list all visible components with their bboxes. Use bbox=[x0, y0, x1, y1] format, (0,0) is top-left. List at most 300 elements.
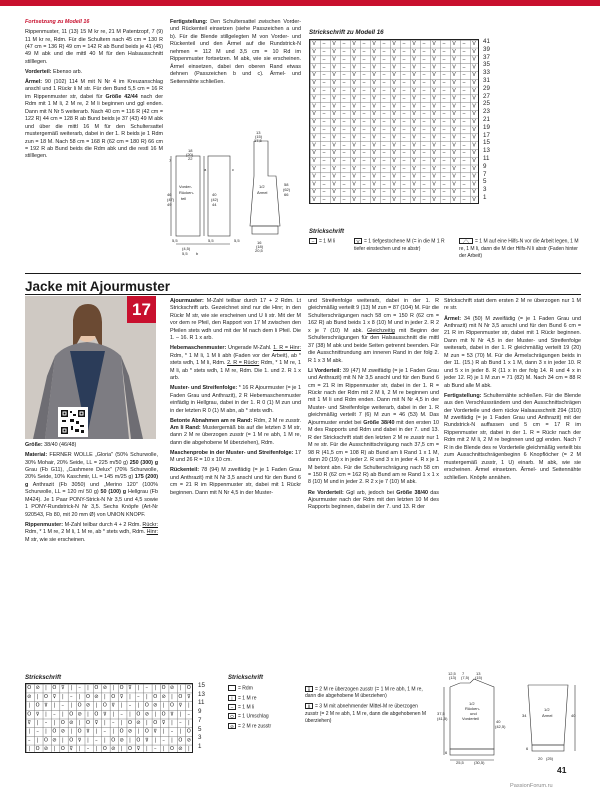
chart-cell-symbol: – bbox=[382, 103, 386, 110]
chart-cell-symbol: – bbox=[382, 48, 386, 55]
chart-cell-symbol: V bbox=[472, 165, 476, 172]
divider bbox=[25, 294, 581, 295]
text-block: Strickschrift statt dem ersten 2 M re überzogen nur 1 M re str. bbox=[444, 298, 581, 312]
chart-cell-symbol: | bbox=[112, 685, 115, 692]
chart-cell-symbol: – bbox=[342, 119, 346, 125]
row-number: 9 bbox=[198, 708, 202, 716]
chart-cell-symbol: V bbox=[412, 41, 416, 47]
chart-cell-symbol: ⊘ bbox=[153, 702, 158, 709]
chart-cell-symbol: – bbox=[322, 72, 326, 79]
schem-label: 5,5 bbox=[172, 238, 178, 243]
schem-label: 40 bbox=[571, 713, 576, 718]
chart17-symbols bbox=[25, 683, 193, 753]
chart-cell-symbol: V bbox=[332, 165, 336, 172]
chart-cell-symbol: V bbox=[332, 134, 336, 141]
chart17-title: Strickschrift bbox=[25, 674, 62, 681]
chart-cell-symbol: O bbox=[27, 685, 32, 692]
chart-cell-symbol: V bbox=[312, 111, 316, 118]
chart-cell-symbol: V bbox=[472, 87, 476, 94]
row-number: 13 bbox=[198, 690, 205, 698]
legend-title: Strickschrift bbox=[309, 229, 345, 235]
text-block: Muster- und Streifenfolge: * 16 R Ajourmuster (= je 1 Faden Grau und Anthrazit), 2 R Hebemaschenmuster einfädig in Hellgrau, dabei in der 1. R 0 (1) M zun und in der letzten R 0 (1) M abn, ab * stets wdh. bbox=[170, 385, 301, 414]
chart-cell-symbol: V bbox=[472, 142, 476, 149]
row-number: 29 bbox=[483, 84, 490, 92]
chart-cell-symbol: – bbox=[422, 48, 426, 55]
row-number: 3 bbox=[483, 186, 487, 194]
chart-cell-symbol: V bbox=[372, 158, 376, 164]
text-block: und Streifenfolge weiterarb, dabei in der 1. R gleichmäßig verteilt 9 (13) M zun = 87 (104) M. Für die Schulterschrägungen nach 58 cm = 150 R (62 cm = 162 R) ab Bund beids 1 x 8 (10) M und in jeder 2. R 2 x je 7 (10) M abk. Gleichzeitig mit Beginn der Schulterschrägungen für den Halsausschnitt die mittl 37 (38) M abk und beide Seiten getrennt beenden. Für die Ausschnittrundung am inneren Rand in der folg 2. R 1 x 3 M abk. bbox=[308, 298, 439, 364]
chart-cell-symbol: V bbox=[312, 95, 316, 102]
chart-cell-symbol: – bbox=[422, 126, 426, 133]
chart16-row-numbers bbox=[483, 38, 490, 202]
chart-cell-symbol: | bbox=[171, 737, 173, 744]
chart-cell-symbol: – bbox=[362, 48, 366, 55]
chart-cell-symbol: V bbox=[312, 181, 316, 188]
chart-cell-symbol: | bbox=[78, 720, 81, 726]
schem-label: Ärmel bbox=[542, 713, 553, 718]
chart-cell-symbol: O bbox=[27, 711, 32, 718]
schem-label: (13) bbox=[449, 675, 457, 680]
chart-cell-symbol: O bbox=[153, 720, 158, 726]
col2-bottom bbox=[170, 298, 301, 500]
chart-cell-symbol: – bbox=[362, 165, 366, 172]
chart-cell-symbol: V bbox=[352, 72, 356, 79]
chart-cell-symbol: V bbox=[332, 87, 336, 94]
schem-label: 17,5 bbox=[254, 138, 262, 143]
chart-cell-symbol: – bbox=[442, 142, 446, 149]
chart-cell-symbol: – bbox=[462, 197, 466, 203]
schem-label: Vorderteil bbox=[462, 716, 479, 721]
chart-cell-symbol: V bbox=[352, 87, 356, 94]
chart-cell-symbol: – bbox=[402, 197, 406, 203]
chart-cell-symbol: ⊽ bbox=[153, 728, 158, 735]
schem-label: (20) bbox=[186, 152, 194, 157]
chart-cell-symbol: – bbox=[422, 80, 426, 86]
chart-cell-symbol: – bbox=[362, 95, 366, 102]
chart-cell-symbol: V bbox=[372, 165, 376, 172]
chart-cell-symbol: V bbox=[432, 119, 436, 125]
row-number: 23 bbox=[483, 108, 490, 116]
chart-cell-symbol: – bbox=[402, 119, 406, 125]
qr-icon bbox=[60, 409, 86, 435]
schem-label: 20,5 bbox=[255, 248, 263, 253]
chart-cell-symbol: | bbox=[137, 702, 140, 709]
chart-cell-symbol: | bbox=[171, 693, 173, 700]
chart-cell-symbol: – bbox=[462, 173, 466, 180]
chart-cell-symbol: | bbox=[103, 693, 106, 700]
chart-cell-symbol: V bbox=[312, 189, 316, 196]
chart-cell-symbol: – bbox=[342, 72, 346, 79]
model-number-badge: 17 bbox=[127, 296, 156, 323]
chart-cell-symbol: V bbox=[452, 72, 456, 79]
chart-cell-symbol: – bbox=[36, 728, 39, 735]
chart-cell-symbol: V bbox=[412, 119, 416, 125]
chart-cell-symbol: – bbox=[382, 111, 386, 118]
chart-cell-symbol: V bbox=[372, 41, 376, 47]
text-block: Vorderteil: Ebenso arb. bbox=[25, 68, 83, 75]
chart-cell-symbol: – bbox=[342, 56, 346, 63]
chart-cell-symbol: V bbox=[472, 158, 476, 164]
schem-label: 13 bbox=[256, 130, 261, 135]
chart-cell-symbol: – bbox=[462, 56, 466, 63]
chart-cell-symbol: V bbox=[432, 64, 436, 71]
chart-cell-symbol: O bbox=[178, 693, 183, 700]
chart-cell-symbol: V bbox=[352, 119, 356, 125]
chart-cell-symbol: V bbox=[472, 181, 476, 188]
chart-cell-symbol: V bbox=[452, 48, 456, 55]
chart-cell-symbol: – bbox=[442, 181, 446, 188]
schem-label: Rücken- bbox=[179, 190, 194, 195]
chart-cell-symbol: – bbox=[322, 189, 326, 196]
chart-cell-symbol: V bbox=[452, 80, 456, 86]
row-number: 7 bbox=[483, 170, 487, 178]
chart-cell-symbol: V bbox=[392, 197, 396, 203]
chart-cell-symbol: V bbox=[372, 87, 376, 94]
chart-cell-symbol: – bbox=[462, 126, 466, 133]
chart-cell-symbol: – bbox=[342, 41, 346, 47]
chart-cell-symbol: V bbox=[352, 41, 356, 47]
chart-cell-symbol: V bbox=[392, 103, 396, 110]
chart-cell-symbol: V bbox=[332, 41, 336, 47]
schem-label: 37,5 bbox=[437, 711, 445, 716]
chart-cell-symbol: O bbox=[178, 737, 183, 744]
text-block: Ärmel: 34 (50) M zweifädig (= je 1 Faden Grau und Anthrazit) mit N Nr 3,5 anschl und für den Bund 6 cm = 21 R im Rippenmuster str, dabei mit 1 Rückr beginnen. Dann mit N Nr 4,5 in der Muster- und Streifenfolge weiterarb, dabei in der 1. R gleichmäßig verteilt 19 (20) M zun = 53 (70) M. Für die Ärmelschrägungen beids in der 11. (15.) R ab Bund 1 x 1 M, dann 3 x in jeder 10. R und 5 x in jeder 8. R (11 x in der folg 14. R und 4 x in jeder 12. R) je 1 M zun = 71 (82) M. Nach 34 cm = 88 R ab Bund alle M abk. bbox=[444, 315, 581, 389]
chart-cell-symbol: | bbox=[61, 711, 64, 718]
chart-cell-symbol: – bbox=[322, 80, 326, 86]
chart-cell-symbol: | bbox=[129, 737, 131, 744]
chart-cell-symbol: V bbox=[372, 95, 376, 102]
chart-cell-symbol: O bbox=[111, 737, 116, 744]
chart-cell-symbol: | bbox=[137, 685, 140, 692]
chart-cell-symbol: – bbox=[137, 693, 140, 700]
chart-cell-symbol: V bbox=[452, 197, 456, 203]
chart-cell-symbol: O bbox=[136, 737, 141, 744]
chart-cell-symbol: V bbox=[332, 72, 336, 79]
chart-cell-symbol: V bbox=[372, 48, 376, 55]
chart-cell-symbol: V bbox=[412, 197, 416, 203]
text-block: Hebemaschenmuster: Ungerade M-Zahl. 1. R = Hinr: Rdm, * 1 M li, 1 M li abh (Faden vor der Arbeit), ab * stets wdh, 1 M li, Rdm. 2. R = Rückr: Rdm, * 1 M re, 1 M li, ab * stets wdh, 1 M re, Rdm. Die 1. und 2. R 1 x arb. bbox=[170, 345, 301, 382]
chart-cell-symbol: V bbox=[452, 56, 456, 63]
chart-cell-symbol: V bbox=[352, 111, 356, 118]
chart-cell-symbol: V bbox=[352, 165, 356, 172]
chart-cell-symbol: V bbox=[472, 80, 476, 86]
purl-symbol: – bbox=[228, 704, 236, 710]
chart-cell-symbol: V bbox=[332, 126, 336, 133]
chart-cell-symbol: | bbox=[53, 720, 56, 726]
chart-cell-symbol: – bbox=[362, 80, 366, 86]
chart-cell-symbol: – bbox=[322, 173, 326, 180]
chart-cell-symbol: – bbox=[402, 103, 406, 110]
chart-cell-symbol: V bbox=[452, 119, 456, 125]
chart-cell-symbol: – bbox=[442, 173, 446, 180]
chart-cell-symbol: V bbox=[312, 48, 316, 55]
schem-label: 44 bbox=[212, 202, 217, 207]
chart-cell-symbol: – bbox=[362, 41, 366, 47]
col1-bottom bbox=[25, 442, 158, 547]
chart-cell-symbol: – bbox=[362, 119, 366, 125]
chart-cell-symbol: – bbox=[342, 64, 346, 71]
row-number: 41 bbox=[483, 38, 490, 45]
chart16-symbols bbox=[309, 39, 479, 204]
chart-cell-symbol: ⊘ bbox=[127, 728, 133, 735]
chart-cell-symbol: – bbox=[322, 126, 326, 133]
chart-cell-symbol: – bbox=[362, 64, 366, 71]
chart-cell-symbol: – bbox=[422, 87, 426, 94]
row-number: 33 bbox=[483, 69, 490, 77]
chart-cell-symbol: ⊽ bbox=[178, 702, 183, 709]
chart-cell-symbol: V bbox=[372, 150, 376, 157]
chart-cell-symbol: V bbox=[312, 64, 316, 71]
legend-text: = 2 M re zusstr bbox=[238, 723, 272, 730]
chart-cell-symbol: V bbox=[412, 173, 416, 180]
chart-cell-symbol: ⊘ bbox=[35, 685, 40, 692]
chart-cell-symbol: O bbox=[35, 702, 40, 709]
chart-cell-symbol: V bbox=[352, 134, 356, 141]
chart-cell-symbol: ⊘ bbox=[169, 685, 175, 692]
row-number: 5 bbox=[198, 725, 202, 733]
chart-cell-symbol: V bbox=[332, 64, 336, 71]
qr-code[interactable] bbox=[58, 407, 88, 437]
chart-cell-symbol: V bbox=[392, 126, 396, 133]
chart-cell-symbol: V bbox=[332, 158, 336, 164]
row-number: 11 bbox=[198, 699, 205, 707]
chart-cell-symbol: – bbox=[342, 158, 346, 164]
chart-cell-symbol: – bbox=[362, 56, 366, 63]
legend-text: = 1 Umschlag bbox=[238, 713, 269, 720]
centered-double-decrease-symbol: ⊻ bbox=[305, 703, 313, 709]
chart-cell-symbol: | bbox=[103, 720, 106, 726]
schem-label: 5,5 bbox=[208, 238, 214, 243]
schem-label: 1/2 bbox=[259, 184, 265, 189]
chart-cell-symbol: O bbox=[69, 737, 74, 744]
chart-cell-symbol: ⊘ bbox=[85, 702, 91, 709]
chart-cell-symbol: ⊽ bbox=[136, 746, 141, 753]
chart-cell-symbol: | bbox=[179, 711, 182, 718]
chart-cell-symbol: – bbox=[462, 41, 466, 47]
chart-cell-symbol: V bbox=[432, 72, 436, 79]
chart-cell-symbol: O bbox=[69, 711, 74, 718]
chart-cell-symbol: – bbox=[162, 737, 165, 744]
chart-cell-symbol: V bbox=[472, 150, 476, 157]
chart-cell-symbol: V bbox=[412, 95, 416, 102]
chart-cell-symbol: | bbox=[36, 693, 39, 700]
chart-cell-symbol: V bbox=[432, 150, 436, 157]
chart-cell-symbol: V bbox=[452, 64, 456, 71]
chart-cell-symbol: – bbox=[342, 181, 346, 188]
chart-cell-symbol: – bbox=[462, 150, 466, 157]
chart-cell-symbol: V bbox=[352, 80, 356, 86]
chart-cell-symbol: – bbox=[422, 158, 426, 164]
knit-symbol: | bbox=[228, 695, 236, 701]
chart-cell-symbol: – bbox=[402, 165, 406, 172]
chart-cell-symbol: V bbox=[452, 189, 456, 196]
row-number: 25 bbox=[483, 100, 490, 108]
chart-cell-symbol: – bbox=[422, 95, 426, 102]
chart-cell-symbol: V bbox=[472, 111, 476, 118]
chart-cell-symbol: V bbox=[392, 142, 396, 149]
chart-cell-symbol: ⊽ bbox=[35, 711, 40, 718]
chart-cell-symbol: | bbox=[187, 702, 190, 709]
chart-cell-symbol: V bbox=[332, 150, 336, 157]
schem-label: 1/2 bbox=[469, 701, 475, 706]
schem-label: (30,5) bbox=[474, 760, 485, 765]
chart-cell-symbol: – bbox=[442, 126, 446, 133]
chart-cell-symbol: V bbox=[392, 173, 396, 180]
chart-cell-symbol: V bbox=[312, 56, 316, 63]
chart-cell-symbol: V bbox=[412, 56, 416, 63]
chart-cell-symbol: – bbox=[153, 746, 157, 753]
chart-cell-symbol: – bbox=[402, 189, 406, 196]
schem-label: 20 bbox=[538, 756, 543, 761]
chart-cell-symbol: – bbox=[362, 197, 366, 203]
chart-cell-symbol: V bbox=[432, 158, 436, 164]
chart-cell-symbol: V bbox=[432, 126, 436, 133]
chart-cell-symbol: – bbox=[322, 64, 326, 71]
text-block: Fertigstellung: Schulternähte schließen. Für die Blende aus den Verschlussrändern und den Ausschnittschrägen der Vorderteile und dem rückw Halsausschnitt 294 (310) M zweifädig (= je 1 Faden Grau und Anthrazit) mit der Rundstrick-N auffassen und 5 cm = 17 R im Rippenmuster str, dabei in der 1. R = Rückr nach der Rdm mit 2 M li, 2 M re beginnen und ggl enden. Nach 7 R in die Blende des re Vorderteile gleichmäßig verteilt bis zum Ausschnittschrägenbeginn 6 Knopflöcher (= 2 M mustergemäß zusstr, 1 U) einarb. M abk, wie sie erscheinen. Ärmel einsetzen. Ärmel- und Seitennähte schließen. Knöpfe annähen. bbox=[444, 392, 581, 481]
chart-cell-symbol: O bbox=[52, 728, 57, 735]
chart-cell-symbol: | bbox=[162, 702, 165, 709]
text-block: Fertigstellung: Den Schultersattel zwischen Vorder- und Rückenteil einsetzen (siehe Passzeichen a und b). Für die Blende stillgelegten M von Vorder- und Rückenteil und den Ärmel auf die Rundstrick-N nehmen = 112 M und 3,5 cm = 10 Rd im Rippenmuster fortsetzen. M abk, wie sie erscheinen. Ärmel einsetzen, dabei den oberen Rand etwas dehnen (Passzeichen b und c). Ärmel- und Seitennähte schließen. bbox=[170, 19, 301, 85]
chart-cell-symbol: | bbox=[154, 737, 157, 744]
chart-cell-symbol: – bbox=[78, 685, 81, 692]
chart-cell-symbol: V bbox=[312, 103, 316, 110]
chart-cell-symbol: | bbox=[103, 737, 106, 744]
chart-cell-symbol: – bbox=[462, 119, 466, 125]
chart-cell-symbol: V bbox=[312, 150, 316, 157]
schem-label: Vorder- bbox=[179, 184, 193, 189]
chart-cell-symbol: – bbox=[442, 158, 446, 164]
chart-cell-symbol: – bbox=[322, 165, 326, 172]
chart-cell-symbol: | bbox=[187, 720, 190, 726]
chart-cell-symbol: V bbox=[452, 173, 456, 180]
chart-cell-symbol: V bbox=[312, 134, 316, 141]
legend-text: = 3 M mit abnehmender Mittel-M re überzogen zusstr (= 2 M re abh, 1 M re, dann die abgehobenen M überziehen) bbox=[305, 703, 427, 724]
chart17-legend-2 bbox=[305, 686, 430, 725]
chart-cell-symbol: V bbox=[432, 80, 436, 86]
chart-cell-symbol: O bbox=[86, 720, 90, 726]
chart-cell-symbol: – bbox=[322, 142, 326, 149]
chart-cell-symbol: V bbox=[392, 56, 396, 63]
row-number: 1 bbox=[483, 193, 487, 201]
schematic-model-16 bbox=[168, 126, 308, 261]
chart-cell-symbol: | bbox=[53, 702, 56, 709]
chart-cell-symbol: – bbox=[382, 56, 386, 63]
chart-cell-symbol: | bbox=[95, 746, 98, 753]
chart-cell-symbol: V bbox=[392, 189, 396, 196]
chart-cell-symbol: | bbox=[120, 746, 123, 753]
chart-cell-symbol: ⊘ bbox=[77, 711, 82, 718]
chart-cell-symbol: – bbox=[442, 111, 446, 118]
chart-cell-symbol: V bbox=[432, 56, 436, 63]
chart-cell-symbol: – bbox=[170, 728, 174, 735]
schem-label: Ärmel bbox=[257, 190, 268, 195]
chart-cell-symbol: V bbox=[332, 173, 336, 180]
row-number: 37 bbox=[483, 53, 490, 61]
edge-stitch-symbol bbox=[228, 685, 236, 691]
chart-cell-symbol: V bbox=[472, 134, 476, 141]
chart-cell-symbol: ⊘ bbox=[178, 746, 183, 753]
chart-cell-symbol: V bbox=[432, 197, 436, 203]
chart-cell-symbol: V bbox=[332, 142, 336, 149]
chart-cell-symbol: O bbox=[170, 746, 174, 753]
chart-cell-symbol: V bbox=[352, 56, 356, 63]
chart-cell-symbol: V bbox=[472, 173, 476, 180]
chart-cell-symbol: V bbox=[392, 134, 396, 141]
chart-cell-symbol: – bbox=[442, 87, 446, 94]
chart-cell-symbol: – bbox=[422, 41, 426, 47]
text-block: Maschenprobe in der Muster- und Streifenfolge: 17 M und 26 R = 10 x 10 cm. bbox=[170, 449, 301, 464]
chart-cell-symbol: – bbox=[342, 95, 346, 102]
chart-cell-symbol: V bbox=[432, 134, 436, 141]
chart-cell-symbol: V bbox=[432, 142, 436, 149]
chart-cell-symbol: – bbox=[422, 103, 426, 110]
chart-cell-symbol: O bbox=[128, 720, 132, 726]
schem-label: (62) bbox=[283, 187, 291, 192]
chart-cell-symbol: O bbox=[35, 746, 40, 753]
chart-cell-symbol: | bbox=[87, 685, 89, 692]
chart-cell-symbol: V bbox=[352, 103, 356, 110]
chart-cell-symbol: – bbox=[442, 80, 446, 86]
chart-cell-symbol: – bbox=[322, 197, 326, 203]
chart-cell-symbol: V bbox=[312, 173, 316, 180]
schem-label: (47) bbox=[167, 197, 175, 202]
chart-cell-symbol: V bbox=[432, 111, 436, 118]
schem-label: 58 bbox=[284, 182, 289, 187]
chart-cell-symbol: | bbox=[179, 685, 182, 692]
chart-cell-symbol: – bbox=[382, 80, 386, 86]
chart-cell-symbol: V bbox=[412, 189, 416, 196]
text-block: Rückenteil: 78 (94) M zweifädig (= je 1 Faden Grau und Anthrazit) mit N Nr 3,5 anschl und für den Bund 6 cm = 21 R im Rippenmuster str, dabei mit 1 Rückr beginnen. Dann mit N Nr 4,5 in der Muster- bbox=[170, 467, 301, 496]
chart-cell-symbol: O bbox=[102, 746, 107, 753]
chart-cell-symbol: V bbox=[332, 56, 336, 63]
chart-cell-symbol: | bbox=[45, 685, 47, 692]
legend-text: = 1 M li bbox=[319, 238, 336, 245]
chart-cell-symbol: – bbox=[402, 87, 406, 94]
chart-cell-symbol: V bbox=[332, 80, 336, 86]
schem-label: 5,5 bbox=[234, 238, 240, 243]
chart-cell-symbol: – bbox=[187, 711, 191, 718]
chart-cell-symbol: | bbox=[28, 728, 31, 735]
chart-cell-symbol: – bbox=[422, 119, 426, 125]
chart-cell-symbol: V bbox=[452, 103, 456, 110]
chart-cell-symbol: ⊘ bbox=[161, 693, 166, 700]
chart-cell-symbol: – bbox=[322, 95, 326, 102]
chart-cell-symbol: – bbox=[462, 48, 466, 55]
schem-label: (18) bbox=[256, 244, 264, 249]
chart-cell-symbol: – bbox=[402, 48, 406, 55]
chart-cell-symbol: O bbox=[94, 685, 99, 692]
schem-label: (42) bbox=[211, 197, 219, 202]
chart-cell-symbol: – bbox=[362, 173, 366, 180]
chart-cell-symbol: V bbox=[372, 72, 376, 79]
chart-cell-symbol: – bbox=[402, 56, 406, 63]
chart-cell-symbol: – bbox=[402, 64, 406, 71]
chart-cell-symbol: | bbox=[28, 746, 31, 753]
chart-cell-symbol: – bbox=[422, 197, 426, 203]
chart-cell-symbol: O bbox=[144, 702, 149, 709]
chart-cell-symbol: – bbox=[442, 150, 446, 157]
chart-cell-symbol: V bbox=[372, 197, 376, 203]
chart-cell-symbol: ⊽ bbox=[86, 728, 90, 735]
chart-cell-symbol: V bbox=[432, 41, 436, 47]
chart-cell-symbol: O bbox=[86, 693, 90, 700]
chart-cell-symbol: V bbox=[432, 189, 436, 196]
chart-cell-symbol: ⊘ bbox=[52, 737, 57, 744]
chart-cell-symbol: – bbox=[442, 72, 446, 79]
chart-cell-symbol: O bbox=[186, 728, 191, 735]
chart-cell-symbol: ⊘ bbox=[144, 711, 149, 718]
chart-cell-symbol: – bbox=[402, 111, 406, 118]
